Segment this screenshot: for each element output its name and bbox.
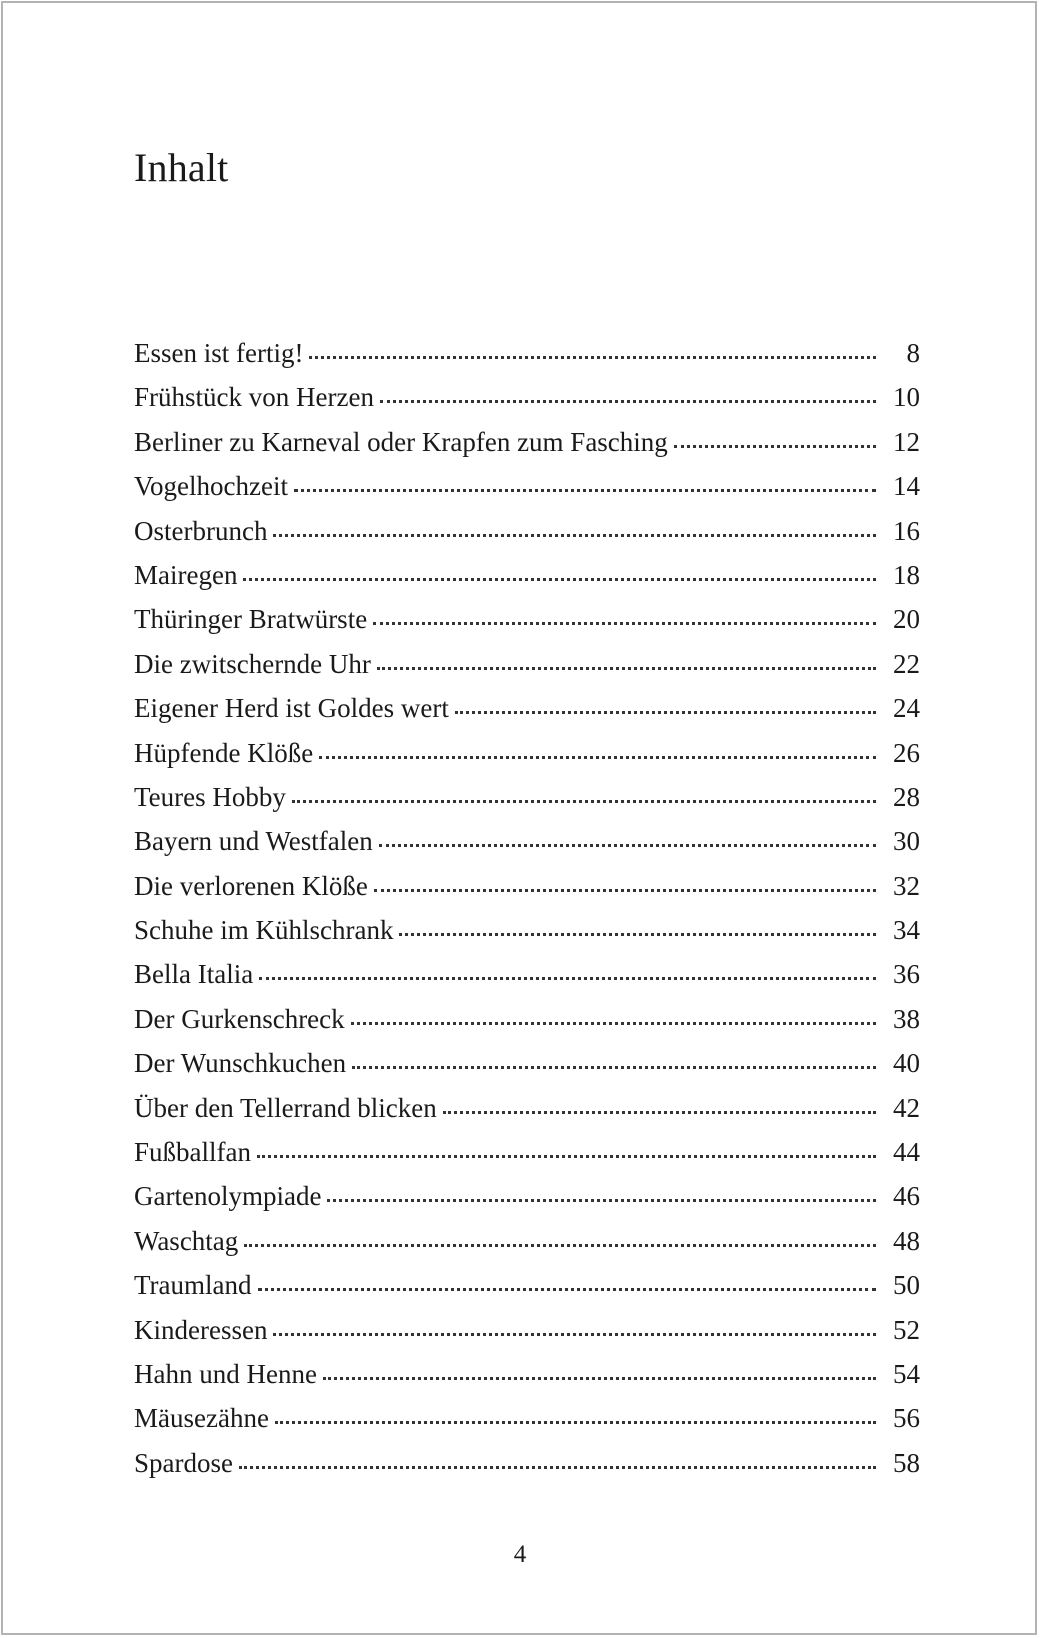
toc-entry-page: 28 — [893, 781, 920, 812]
toc-entry-title: Über den Tellerrand blicken — [134, 1092, 437, 1123]
toc-entry — [134, 1092, 920, 1139]
toc-entry — [134, 828, 920, 872]
toc-entry-title: Die verlorenen Klöße — [134, 870, 368, 901]
toc-dot-leader — [443, 1111, 876, 1114]
toc-entry-title: Gartenolympiade — [134, 1181, 322, 1212]
toc-dot-leader — [399, 933, 876, 936]
toc-entry-title: Bayern und Westfalen — [134, 826, 373, 857]
toc-entry-page: 50 — [893, 1270, 920, 1301]
toc-entry — [134, 1050, 920, 1094]
toc-entry-title: Kinderessen — [134, 1314, 268, 1345]
toc-entry-title: Die zwitschernde Uhr — [134, 648, 371, 679]
toc-entry-title: Schuhe im Kühlschrank — [134, 915, 394, 946]
toc-dot-leader — [323, 1377, 876, 1380]
toc-entry — [134, 340, 920, 384]
toc-entry-page: 44 — [893, 1137, 920, 1168]
page-title: Inhalt — [134, 145, 229, 190]
toc-entry-page: 22 — [893, 648, 920, 679]
toc-entry-title: Frühstück von Herzen — [134, 382, 374, 413]
toc-dot-leader — [259, 977, 876, 980]
toc-dot-leader — [351, 1022, 876, 1025]
toc-entry-page: 48 — [893, 1225, 920, 1256]
toc-entry — [134, 606, 920, 650]
toc-entry — [134, 426, 920, 473]
toc-entry — [134, 1183, 920, 1227]
toc-entry-page: 58 — [893, 1447, 920, 1478]
toc-entry-title: Der Gurkenschreck — [134, 1003, 345, 1034]
toc-entry-page: 52 — [893, 1314, 920, 1345]
toc-entry-title: Bella Italia — [134, 959, 254, 990]
toc-entry — [134, 870, 920, 917]
toc-entry-page: 16 — [893, 515, 920, 546]
toc-entry-title: Mairegen — [134, 559, 238, 590]
toc-dot-leader — [352, 1066, 876, 1069]
toc-entry — [134, 1225, 920, 1272]
toc-entry-title: Berliner zu Karneval oder Krapfen zum Fasching — [134, 426, 668, 457]
toc-entry-title: Thüringer Bratwürste — [134, 604, 368, 635]
toc-entry — [134, 1358, 920, 1405]
toc-dot-leader — [319, 756, 876, 759]
toc-entry-page: 20 — [893, 604, 920, 635]
toc-entry-title: Spardose — [134, 1447, 233, 1478]
toc-entry — [134, 737, 920, 784]
toc-dot-leader — [258, 1288, 876, 1291]
toc-dot-leader — [273, 1333, 876, 1336]
toc-entry-page: 32 — [893, 870, 920, 901]
toc-entry-page: 56 — [893, 1403, 920, 1434]
toc-entry-page: 12 — [893, 426, 920, 457]
toc-entry-title: Mäusezähne — [134, 1403, 269, 1434]
toc-entry — [134, 473, 920, 517]
toc-entry-title: Teures Hobby — [134, 781, 286, 812]
toc-dot-leader — [327, 1199, 876, 1202]
toc-dot-leader — [309, 356, 876, 359]
toc-entry-page: 46 — [893, 1181, 920, 1212]
toc-dot-leader — [455, 711, 876, 714]
toc-dot-leader — [674, 445, 876, 448]
toc-entry-page: 54 — [893, 1358, 920, 1389]
toc-entry-page: 40 — [893, 1048, 920, 1079]
toc-entry-page: 18 — [893, 559, 920, 590]
toc-entry — [134, 1272, 920, 1316]
toc-entry — [134, 1003, 920, 1050]
toc-entry-title: Der Wunschkuchen — [134, 1048, 347, 1079]
toc-dot-leader — [243, 578, 876, 581]
toc-entry-page: 42 — [893, 1092, 920, 1123]
toc-dot-leader — [374, 889, 876, 892]
toc-entry-title: Vogelhochzeit — [134, 471, 288, 502]
toc-dot-leader — [294, 489, 876, 492]
toc-dot-leader — [275, 1421, 876, 1424]
toc-entry — [134, 1405, 920, 1449]
toc-entry-title: Eigener Herd ist Goldes wert — [134, 693, 449, 724]
toc-entry — [134, 1314, 920, 1361]
toc-entry — [134, 1139, 920, 1183]
toc-dot-leader — [373, 622, 876, 625]
toc-entry — [134, 648, 920, 695]
toc-entry-title: Waschtag — [134, 1225, 239, 1256]
toc-entry-title: Fußballfan — [134, 1137, 251, 1168]
toc-entry-page: 10 — [893, 382, 920, 413]
toc-entry-page: 14 — [893, 471, 920, 502]
page-number: 4 — [513, 1541, 527, 1568]
toc-dot-leader — [257, 1155, 876, 1158]
toc-dot-leader — [244, 1244, 876, 1247]
toc-entry-title: Osterbrunch — [134, 515, 268, 546]
table-of-contents — [134, 340, 920, 1494]
toc-dot-leader — [377, 667, 876, 670]
toc-dot-leader — [239, 1466, 876, 1469]
toc-entry-page: 8 — [906, 338, 920, 368]
toc-entry — [134, 1447, 920, 1494]
toc-entry-page: 34 — [893, 915, 920, 946]
toc-entry-title: Hüpfende Klöße — [134, 737, 314, 768]
toc-entry — [134, 961, 920, 1005]
toc-entry-page: 24 — [893, 693, 920, 724]
toc-entry — [134, 384, 920, 428]
toc-entry — [134, 781, 920, 828]
toc-entry-page: 36 — [893, 959, 920, 990]
toc-dot-leader — [380, 400, 876, 403]
toc-entry — [134, 559, 920, 606]
toc-entry-title: Traumland — [134, 1270, 252, 1301]
toc-entry-page: 38 — [893, 1003, 920, 1034]
toc-entry-page: 30 — [893, 826, 920, 857]
toc-entry — [134, 515, 920, 562]
toc-dot-leader — [292, 800, 876, 803]
toc-entry — [134, 695, 920, 739]
toc-entry — [134, 917, 920, 961]
toc-dot-leader — [273, 534, 876, 537]
toc-entry-page: 26 — [893, 737, 920, 768]
toc-dot-leader — [379, 844, 876, 847]
toc-entry-title: Essen ist fertig! — [134, 338, 304, 368]
toc-entry-title: Hahn und Henne — [134, 1358, 317, 1389]
